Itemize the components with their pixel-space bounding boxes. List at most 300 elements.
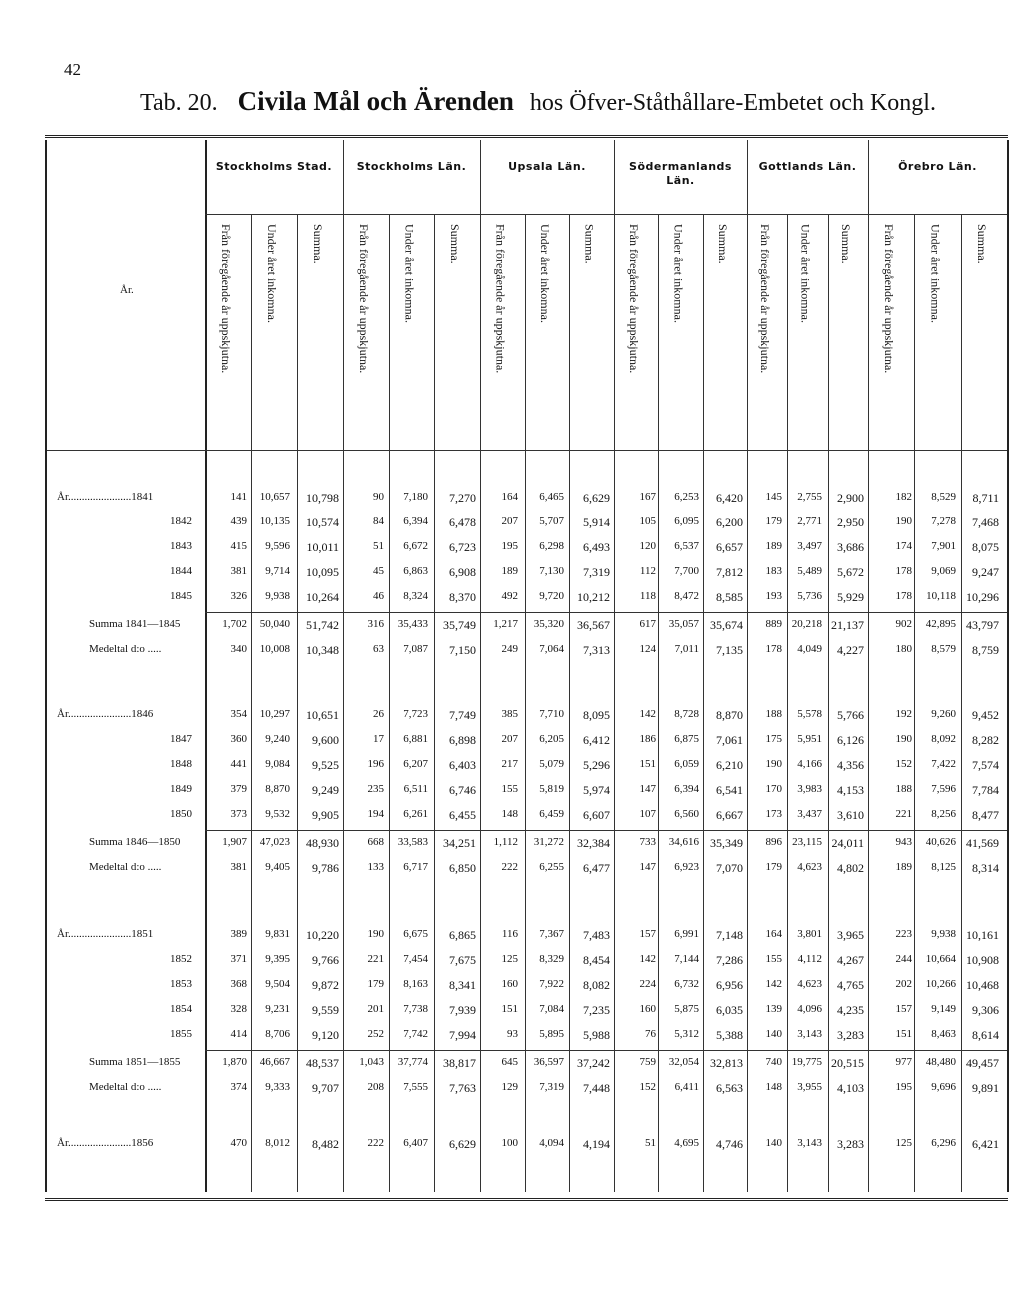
table-cell: 155 <box>765 953 782 965</box>
table-cell: 151 <box>895 1028 912 1040</box>
table-cell: 157 <box>895 1003 912 1015</box>
table-cell: 179 <box>765 861 782 873</box>
table-cell: 6,672 <box>403 540 428 552</box>
table-cell: 6,732 <box>674 978 699 990</box>
table-cell: 35,433 <box>397 618 428 630</box>
column-header-label: Summa. <box>448 224 463 264</box>
table-cell: 6,465 <box>539 491 564 503</box>
table-cell: 3,955 <box>797 1081 822 1093</box>
column-header <box>626 224 648 446</box>
column-header <box>798 224 820 446</box>
table-cell: 9,786 <box>312 861 339 875</box>
table-cell: 360 <box>230 733 247 745</box>
table-cell: 112 <box>639 565 656 577</box>
table-cell: 6,629 <box>583 491 610 505</box>
table-cell: 141 <box>230 491 247 503</box>
table-cell: 31,272 <box>533 836 564 848</box>
table-cell: 7,468 <box>972 515 999 529</box>
table-cell: 189 <box>501 565 518 577</box>
table-cell: 7,064 <box>539 643 564 655</box>
table-row <box>47 512 1007 535</box>
row-label: 1849 <box>170 783 192 795</box>
table-cell: 9,260 <box>931 708 956 720</box>
table-cell: 740 <box>765 1056 782 1068</box>
table-cell: 8,482 <box>312 1137 339 1151</box>
table-cell: 8,341 <box>449 978 476 992</box>
table-cell: 4,166 <box>797 758 822 770</box>
county-header: Stockholms Stad. <box>215 160 333 173</box>
table-cell: 8,256 <box>931 808 956 820</box>
table-cell: 47,023 <box>259 836 290 848</box>
table-cell: 118 <box>639 590 656 602</box>
table-cell: 6,607 <box>583 808 610 822</box>
table-cell: 10,798 <box>306 491 339 505</box>
table-cell: 1,907 <box>222 836 247 848</box>
table-cell: 8,012 <box>265 1137 290 1149</box>
table-cell: 4,267 <box>837 953 864 967</box>
table-cell: 5,489 <box>797 565 822 577</box>
table-cell: 6,035 <box>716 1003 743 1017</box>
table-cell: 124 <box>639 643 656 655</box>
table-cell: 8,454 <box>583 953 610 967</box>
table-cell: 9,452 <box>972 708 999 722</box>
table-cell: 3,497 <box>797 540 822 552</box>
table-cell: 221 <box>895 808 912 820</box>
table-cell: 8,870 <box>716 708 743 722</box>
table-cell: 5,974 <box>583 783 610 797</box>
table-cell: 4,096 <box>797 1003 822 1015</box>
table-cell: 7,148 <box>716 928 743 942</box>
table-cell: 3,983 <box>797 783 822 795</box>
row-label: 1848 <box>170 758 192 770</box>
column-header-label: Under året inkomna. <box>798 224 813 323</box>
table-cell: 6,126 <box>837 733 864 747</box>
table-cell: 8,614 <box>972 1028 999 1042</box>
table-cell: 6,675 <box>403 928 428 940</box>
row-label: År.......................1851 <box>57 928 154 940</box>
table-row <box>47 975 1007 998</box>
table-cell: 6,059 <box>674 758 699 770</box>
table-cell: 9,504 <box>265 978 290 990</box>
table-cell: 326 <box>230 590 247 602</box>
table-cell: 40,626 <box>925 836 956 848</box>
table-cell: 139 <box>765 1003 782 1015</box>
table-cell: 4,802 <box>837 861 864 875</box>
table-cell: 147 <box>639 783 656 795</box>
column-header <box>671 224 693 446</box>
table-cell: 8,370 <box>449 590 476 604</box>
table-cell: 4,153 <box>837 783 864 797</box>
table-cell: 4,103 <box>837 1081 864 1095</box>
table-cell: 147 <box>639 861 656 873</box>
table-cell: 3,686 <box>837 540 864 554</box>
table-cell: 9,532 <box>265 808 290 820</box>
table-cell: 7,901 <box>931 540 956 552</box>
table-cell: 4,112 <box>797 953 822 965</box>
table-cell: 645 <box>501 1056 518 1068</box>
table-cell: 6,629 <box>449 1137 476 1151</box>
table-cell: 222 <box>367 1137 384 1149</box>
table-cell: 140 <box>765 1137 782 1149</box>
table-cell: 10,220 <box>306 928 339 942</box>
table-cell: 7,448 <box>583 1081 610 1095</box>
table-row <box>47 640 1007 663</box>
table-cell: 148 <box>765 1081 782 1093</box>
table-cell: 6,296 <box>931 1137 956 1149</box>
table-cell: 6,746 <box>449 783 476 797</box>
table-cell: 178 <box>765 643 782 655</box>
table-cell: 35,749 <box>443 618 476 632</box>
table-cell: 180 <box>895 643 912 655</box>
table-cell: 190 <box>895 515 912 527</box>
table-cell: 6,723 <box>449 540 476 554</box>
table-cell: 186 <box>639 733 656 745</box>
table-cell: 8,870 <box>265 783 290 795</box>
table-cell: 6,255 <box>539 861 564 873</box>
column-header <box>218 224 240 446</box>
row-label: 1852 <box>170 953 192 965</box>
table-cell: 224 <box>639 978 656 990</box>
table-cell: 6,898 <box>449 733 476 747</box>
table-cell: 6,420 <box>716 491 743 505</box>
table-cell: 10,908 <box>966 953 999 967</box>
table-cell: 8,075 <box>972 540 999 554</box>
table-cell: 5,079 <box>539 758 564 770</box>
table-cell: 9,872 <box>312 978 339 992</box>
table-row <box>47 833 1007 856</box>
column-header <box>757 224 779 446</box>
table-cell: 6,956 <box>716 978 743 992</box>
county-header: Örebro Län. <box>898 160 977 173</box>
table-cell: 179 <box>367 978 384 990</box>
table-cell: 6,205 <box>539 733 564 745</box>
table-cell: 470 <box>230 1137 247 1149</box>
table-cell: 7,319 <box>583 565 610 579</box>
table-cell: 178 <box>895 565 912 577</box>
table-cell: 43,797 <box>966 618 999 632</box>
column-header <box>402 224 424 446</box>
table-cell: 371 <box>230 953 247 965</box>
row-label: Medeltal d:o ..... <box>89 643 162 655</box>
column-header <box>974 224 996 446</box>
table-cell: 36,597 <box>533 1056 564 1068</box>
table-cell: 6,421 <box>972 1137 999 1151</box>
table-row <box>47 925 1007 948</box>
table-cell: 5,929 <box>837 590 864 604</box>
table-cell: 33,583 <box>397 836 428 848</box>
row-label: År.......................1846 <box>57 708 154 720</box>
table-cell: 7,922 <box>539 978 564 990</box>
table-row <box>47 488 1007 511</box>
column-header <box>447 224 469 446</box>
table-row <box>47 950 1007 973</box>
summa-rule <box>205 1050 1007 1051</box>
table-cell: 202 <box>895 978 912 990</box>
table-cell: 759 <box>639 1056 656 1068</box>
table-cell: 188 <box>765 708 782 720</box>
table-cell: 4,695 <box>674 1137 699 1149</box>
table-cell: 8,125 <box>931 861 956 873</box>
table-title <box>140 86 1020 118</box>
table-cell: 3,283 <box>837 1137 864 1151</box>
table-row <box>47 858 1007 881</box>
table-cell: 41,569 <box>966 836 999 850</box>
column-header-label: Från föregående år uppskjutna. <box>627 224 642 374</box>
table-cell: 48,537 <box>306 1056 339 1070</box>
title-rest: hos Öfver-Ståthållare-Embetet och Kongl. <box>529 90 936 116</box>
table-cell: 668 <box>367 836 384 848</box>
table-cell: 51 <box>645 1137 656 1149</box>
table-cell: 9,905 <box>312 808 339 822</box>
table-cell: 7,422 <box>931 758 956 770</box>
row-label: 1853 <box>170 978 192 990</box>
table-cell: 7,723 <box>403 708 428 720</box>
table-cell: 35,349 <box>710 836 743 850</box>
table-cell: 3,143 <box>797 1137 822 1149</box>
summa-rule <box>205 612 1007 613</box>
table-cell: 1,112 <box>493 836 518 848</box>
table-cell: 107 <box>639 808 656 820</box>
table-cell: 9,559 <box>312 1003 339 1017</box>
table-cell: 9,240 <box>265 733 290 745</box>
table-cell: 1,702 <box>222 618 247 630</box>
table-cell: 19,775 <box>791 1056 822 1068</box>
table-cell: 389 <box>230 928 247 940</box>
table-row <box>47 730 1007 753</box>
table-cell: 5,875 <box>674 1003 699 1015</box>
page-number: 42 <box>64 60 81 79</box>
table-cell: 193 <box>765 590 782 602</box>
table-cell: 35,320 <box>533 618 564 630</box>
column-header-label: Från föregående år uppskjutna. <box>882 224 897 374</box>
table-cell: 10,266 <box>925 978 956 990</box>
table-cell: 182 <box>895 491 912 503</box>
table-cell: 4,235 <box>837 1003 864 1017</box>
table-cell: 8,282 <box>972 733 999 747</box>
table-cell: 194 <box>367 808 384 820</box>
table-cell: 46,667 <box>259 1056 290 1068</box>
table-cell: 7,812 <box>716 565 743 579</box>
row-label: 1844 <box>170 565 192 577</box>
table-cell: 889 <box>765 618 782 630</box>
table-cell: 10,348 <box>306 643 339 657</box>
table-cell: 2,950 <box>837 515 864 529</box>
table-cell: 145 <box>765 491 782 503</box>
column-header-label: Från föregående år uppskjutna. <box>493 224 508 374</box>
table-cell: 10,212 <box>577 590 610 604</box>
table-cell: 195 <box>895 1081 912 1093</box>
summa-rule <box>205 830 1007 831</box>
table-cell: 9,707 <box>312 1081 339 1095</box>
table-cell: 9,405 <box>265 861 290 873</box>
row-label: Summa 1841—1845 <box>89 618 181 630</box>
table-cell: 157 <box>639 928 656 940</box>
table-cell: 10,297 <box>259 708 290 720</box>
table-cell: 6,298 <box>539 540 564 552</box>
table-cell: 51 <box>373 540 384 552</box>
table-cell: 8,463 <box>931 1028 956 1040</box>
table-cell: 977 <box>895 1056 912 1068</box>
table-cell: 164 <box>765 928 782 940</box>
table-cell: 5,951 <box>797 733 822 745</box>
table-cell: 328 <box>230 1003 247 1015</box>
table-cell: 244 <box>895 953 912 965</box>
table-cell: 26 <box>373 708 384 720</box>
table-cell: 7,130 <box>539 565 564 577</box>
table-cell: 7,784 <box>972 783 999 797</box>
table-cell: 4,765 <box>837 978 864 992</box>
table-cell: 34,251 <box>443 836 476 850</box>
table-cell: 160 <box>501 978 518 990</box>
table-cell: 6,403 <box>449 758 476 772</box>
table-cell: 190 <box>895 733 912 745</box>
table-cell: 1,043 <box>359 1056 384 1068</box>
table-cell: 7,596 <box>931 783 956 795</box>
table-cell: 6,991 <box>674 928 699 940</box>
table-cell: 7,235 <box>583 1003 610 1017</box>
county-header: Upsala Län. <box>508 160 586 173</box>
table-cell: 6,657 <box>716 540 743 554</box>
table-cell: 9,069 <box>931 565 956 577</box>
row-label: Summa 1851—1855 <box>89 1056 181 1068</box>
table-cell: 63 <box>373 643 384 655</box>
row-label: Medeltal d:o ..... <box>89 861 162 873</box>
table-cell: 10,264 <box>306 590 339 604</box>
table-row <box>47 1078 1007 1101</box>
table-cell: 38,817 <box>443 1056 476 1070</box>
table-cell: 6,717 <box>403 861 428 873</box>
row-label: 1843 <box>170 540 192 552</box>
table-cell: 9,600 <box>312 733 339 747</box>
table-cell: 8,728 <box>674 708 699 720</box>
column-header-label: Summa. <box>582 224 597 264</box>
header-bottom-rule <box>47 450 1007 451</box>
table-cell: 21,137 <box>831 618 864 632</box>
column-header-label: Från föregående år uppskjutna. <box>356 224 371 374</box>
table-cell: 10,161 <box>966 928 999 942</box>
table-cell: 7,710 <box>539 708 564 720</box>
table-cell: 4,356 <box>837 758 864 772</box>
table-cell: 48,480 <box>925 1056 956 1068</box>
table-cell: 7,555 <box>403 1081 428 1093</box>
table-cell: 3,965 <box>837 928 864 942</box>
table-cell: 207 <box>501 733 518 745</box>
row-label: 1854 <box>170 1003 192 1015</box>
table-cell: 155 <box>501 783 518 795</box>
table-cell: 7,286 <box>716 953 743 967</box>
table-cell: 5,736 <box>797 590 822 602</box>
table-cell: 32,813 <box>710 1056 743 1070</box>
column-header <box>582 224 604 446</box>
table-cell: 160 <box>639 1003 656 1015</box>
table-cell: 6,459 <box>539 808 564 820</box>
column-header <box>492 224 514 446</box>
table-cell: 9,333 <box>265 1081 290 1093</box>
table-cell: 10,118 <box>926 590 956 602</box>
table-cell: 120 <box>639 540 656 552</box>
table-cell: 6,563 <box>716 1081 743 1095</box>
table-row <box>47 1053 1007 1076</box>
table-cell: 6,477 <box>583 861 610 875</box>
table-cell: 4,227 <box>837 643 864 657</box>
table-cell: 152 <box>639 1081 656 1093</box>
table-cell: 20,218 <box>791 618 822 630</box>
table-cell: 84 <box>373 515 384 527</box>
group-divider <box>1007 140 1009 1192</box>
row-label: 1855 <box>170 1028 192 1040</box>
row-label: 1847 <box>170 733 192 745</box>
table-cell: 7,180 <box>403 491 428 503</box>
table-cell: 9,766 <box>312 953 339 967</box>
table-cell: 7,319 <box>539 1081 564 1093</box>
table-cell: 381 <box>230 861 247 873</box>
table-cell: 6,411 <box>674 1081 699 1093</box>
table-cell: 189 <box>895 861 912 873</box>
table-cell: 316 <box>367 618 384 630</box>
table-cell: 7,135 <box>716 643 743 657</box>
table-cell: 10,135 <box>259 515 290 527</box>
header-rule <box>205 214 1007 215</box>
column-header-label: Från föregående år uppskjutna. <box>758 224 773 374</box>
column-header <box>715 224 737 446</box>
table-cell: 374 <box>230 1081 247 1093</box>
table-cell: 179 <box>765 515 782 527</box>
table-cell: 8,314 <box>972 861 999 875</box>
table-cell: 1,217 <box>493 618 518 630</box>
column-header-label: Från föregående år uppskjutna. <box>219 224 233 374</box>
table-cell: 10,574 <box>306 515 339 529</box>
table-cell: 492 <box>501 590 518 602</box>
table-cell: 6,908 <box>449 565 476 579</box>
table-cell: 37,242 <box>577 1056 610 1070</box>
table-cell: 8,163 <box>403 978 428 990</box>
table-cell: 32,054 <box>668 1056 699 1068</box>
table-cell: 116 <box>501 928 518 940</box>
table-cell: 45 <box>373 565 384 577</box>
column-header-label: Under året inkomna. <box>265 224 279 323</box>
row-label: År.......................1841 <box>57 491 154 503</box>
table-cell: 6,493 <box>583 540 610 554</box>
table-cell: 164 <box>501 491 518 503</box>
table-cell: 7,087 <box>403 643 428 655</box>
table-cell: 7,454 <box>403 953 428 965</box>
table-row <box>47 805 1007 828</box>
table-cell: 142 <box>639 708 656 720</box>
column-header <box>881 224 903 446</box>
table-cell: 46 <box>373 590 384 602</box>
column-header <box>537 224 559 446</box>
county-header: Gottlands Län. <box>758 160 857 173</box>
table-cell: 35,057 <box>668 618 699 630</box>
table-cell: 3,283 <box>837 1028 864 1042</box>
table-cell: 188 <box>895 783 912 795</box>
table-cell: 17 <box>373 733 384 745</box>
table-cell: 190 <box>367 928 384 940</box>
table-row <box>47 755 1007 778</box>
table-cell: 9,247 <box>972 565 999 579</box>
table-cell: 5,819 <box>539 783 564 795</box>
table-cell: 6,412 <box>583 733 610 747</box>
table-cell: 6,394 <box>403 515 428 527</box>
table-cell: 8,472 <box>674 590 699 602</box>
table-cell: 222 <box>501 861 518 873</box>
table-cell: 8,329 <box>539 953 564 965</box>
table-cell: 3,437 <box>797 808 822 820</box>
table-cell: 5,312 <box>674 1028 699 1040</box>
table-cell: 7,278 <box>931 515 956 527</box>
table-cell: 9,714 <box>265 565 290 577</box>
table-cell: 249 <box>501 643 518 655</box>
